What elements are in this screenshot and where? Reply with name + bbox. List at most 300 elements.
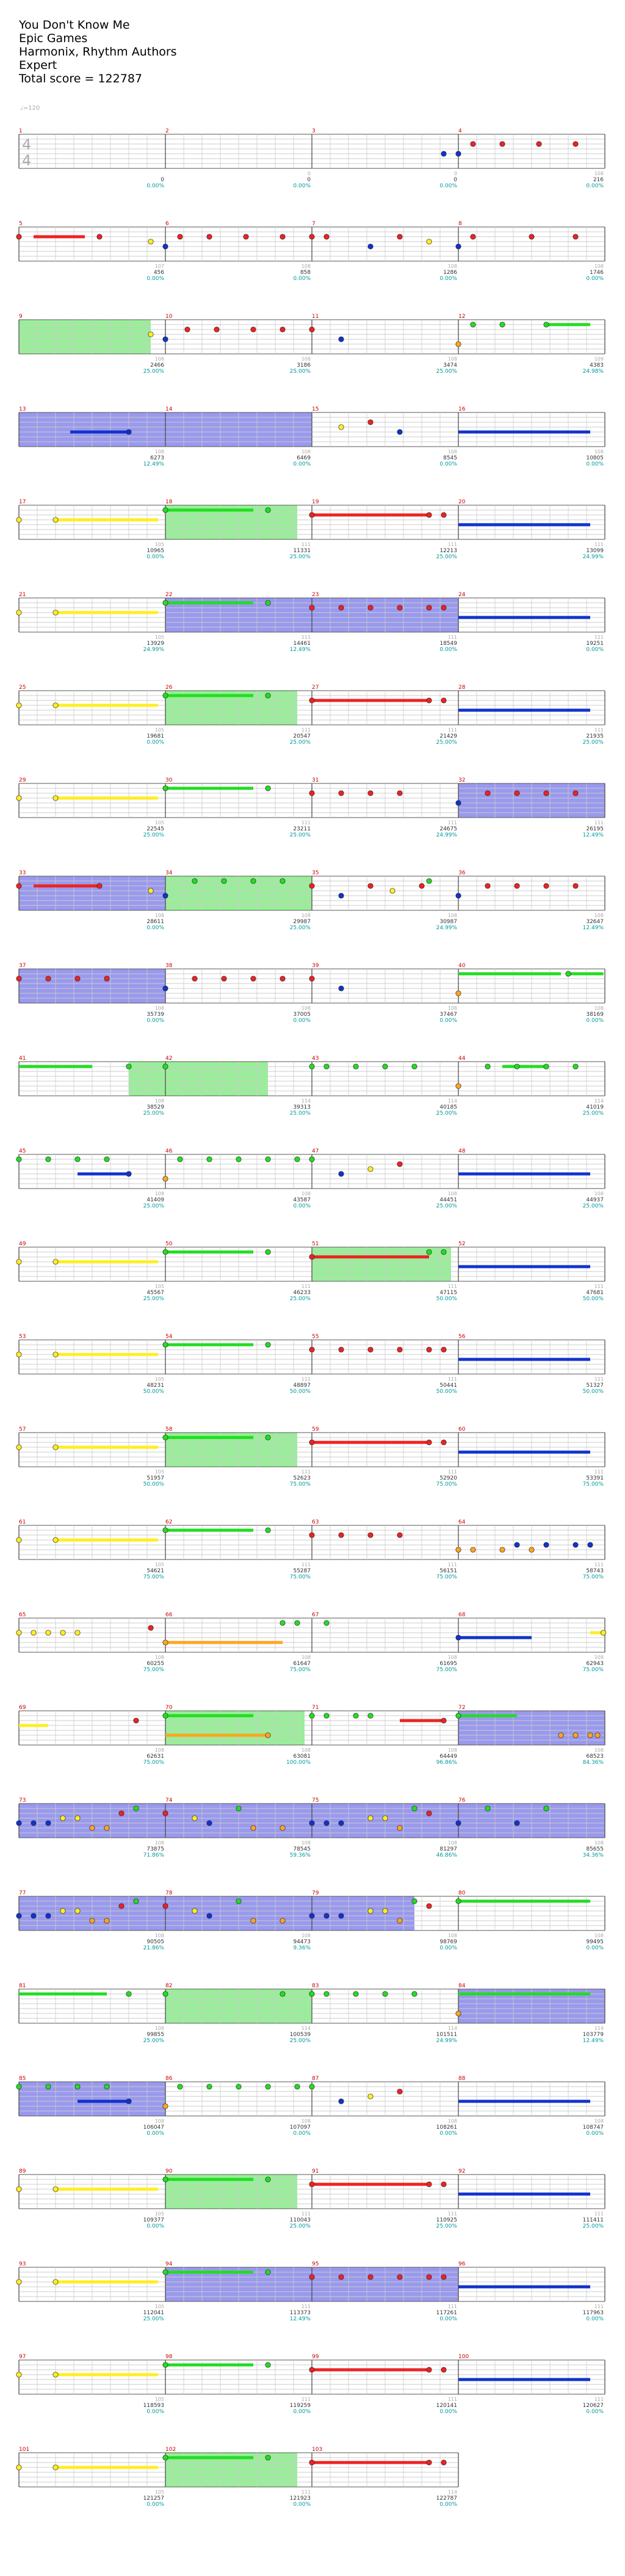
measure-subscore: 108	[301, 1655, 311, 1660]
measure-number: 102	[165, 2447, 176, 2453]
measure-number: 16	[458, 406, 466, 412]
measure-subscore: 105	[154, 1284, 164, 1289]
note-gem	[324, 234, 329, 239]
note-gem	[266, 2084, 270, 2089]
note-gem	[309, 327, 314, 332]
measure-number: 3	[312, 128, 316, 134]
measure-percent: 96.86%	[436, 1760, 457, 1766]
note-gem	[134, 1718, 139, 1723]
note-gem	[104, 2084, 109, 2089]
note-gem	[53, 517, 58, 522]
note-gem	[309, 791, 314, 796]
measure-subscore: 108	[154, 1655, 164, 1660]
measure-percent: 24.99%	[582, 554, 604, 560]
measure-percent: 25.00%	[143, 2316, 164, 2322]
measure-percent: 0.00%	[586, 1018, 604, 1024]
measure-subscore: 108	[154, 356, 164, 362]
measure-score: 37467	[439, 1012, 457, 1018]
note-gem	[456, 1713, 461, 1718]
note-gem	[441, 2367, 446, 2372]
measure-subscore: 105	[154, 542, 164, 547]
measure-percent: 25.00%	[143, 369, 164, 375]
measure-number: 36	[458, 870, 466, 876]
note-gem	[46, 976, 51, 981]
note-gem	[485, 791, 490, 796]
measure-number: 84	[458, 1983, 466, 1989]
measure-number: 100	[458, 2354, 469, 2360]
measure-subscore: 108	[301, 356, 311, 362]
note-gem	[339, 1821, 344, 1826]
chart-row-7	[16, 685, 605, 746]
note-gem	[339, 791, 344, 796]
measure-subscore: 108	[301, 2118, 311, 2124]
measure-number: 5	[19, 221, 23, 227]
measure-percent: 0.00%	[146, 554, 164, 560]
chart-row-12	[16, 1148, 605, 1209]
note-gem	[90, 1826, 95, 1830]
chart-row-10	[16, 963, 605, 1024]
measure-score: 60255	[146, 1661, 164, 1667]
measure-number: 19	[312, 499, 319, 505]
measure-score: 63081	[293, 1754, 311, 1760]
note-gem	[163, 1713, 168, 1718]
measure-number: 32	[458, 777, 466, 783]
measure-percent: 0.00%	[586, 2409, 604, 2415]
note-gem	[222, 976, 226, 981]
note-gem	[427, 2182, 432, 2187]
note-gem	[53, 796, 58, 801]
measure-number: 78	[165, 1890, 173, 1896]
measure-subscore: 108	[594, 1655, 604, 1660]
note-gem	[544, 791, 549, 796]
measure-number: 41	[19, 1056, 26, 1062]
note-gem	[60, 1909, 65, 1913]
measure-score: 64449	[439, 1754, 457, 1760]
measure-percent: 0.00%	[293, 2502, 311, 2508]
note-gem	[16, 1538, 21, 1542]
measure-number: 70	[165, 1705, 173, 1711]
note-gem	[163, 1342, 168, 1347]
note-gem	[456, 801, 461, 805]
measure-subscore: 108	[154, 2026, 164, 2031]
measure-subscore: 111	[301, 1284, 311, 1289]
note-gem	[573, 883, 578, 888]
measure-subscore: 108	[594, 1747, 604, 1753]
measure-number: 21	[19, 592, 26, 598]
measure-percent: 0.00%	[439, 2409, 457, 2415]
measure-subscore: 108	[301, 913, 311, 918]
measure-percent: 50.00%	[582, 1389, 604, 1395]
note-gem	[266, 786, 270, 791]
note-gem	[441, 2275, 446, 2279]
note-gem	[339, 1533, 344, 1538]
tempo-marker: ♩=120	[20, 105, 40, 112]
measure-subscore: 108	[154, 1191, 164, 1196]
note-gem	[529, 234, 534, 239]
measure-number: 10	[165, 314, 173, 320]
measure-number: 4	[458, 128, 462, 134]
measure-score: 108747	[582, 2124, 604, 2131]
note-gem	[126, 1064, 131, 1069]
note-gem	[544, 883, 549, 888]
measure-score: 41019	[586, 1104, 604, 1110]
note-gem	[178, 234, 182, 239]
note-gem	[46, 1630, 51, 1635]
note-gem	[16, 2187, 21, 2192]
measure-percent: 50.00%	[143, 1481, 164, 1488]
measure-subscore: 108	[154, 1840, 164, 1846]
measure-number: 76	[458, 1797, 466, 1804]
measure-subscore: 111	[301, 1376, 311, 1382]
note-gem	[309, 1254, 314, 1259]
note-gem	[163, 786, 168, 791]
measure-subscore: 108	[154, 1006, 164, 1011]
measure-subscore: 111	[447, 2397, 457, 2402]
note-gem	[368, 1909, 373, 1913]
measure-number: 42	[165, 1056, 173, 1062]
note-gem	[601, 1630, 605, 1635]
measure-percent: 25.00%	[289, 1110, 311, 1117]
measure-score: 119259	[289, 2403, 311, 2409]
note-gem	[427, 1347, 432, 1352]
measure-score: 54621	[146, 1568, 164, 1574]
note-gem	[280, 1918, 285, 1923]
note-gem	[266, 508, 270, 513]
chart-row-8	[16, 777, 605, 838]
measure-subscore: 108	[594, 1933, 604, 1938]
measure-score: 112041	[143, 2310, 164, 2316]
note-gem	[309, 1913, 314, 1918]
note-gem	[126, 1991, 131, 1996]
measure-number: 18	[165, 499, 173, 505]
note-gem	[236, 2084, 241, 2089]
measure-subscore: 108	[301, 1840, 311, 1846]
measure-subscore: 111	[301, 542, 311, 547]
measure-number: 23	[312, 592, 319, 598]
measure-subscore: 108	[154, 1747, 164, 1753]
note-gem	[500, 142, 505, 146]
note-gem	[309, 1157, 314, 1162]
note-gem	[119, 1811, 124, 1816]
measure-number: 12	[458, 314, 466, 320]
note-gem	[309, 1821, 314, 1826]
note-gem	[97, 883, 102, 888]
note-gem	[427, 1811, 432, 1816]
measure-percent: 75.00%	[436, 1481, 457, 1488]
measure-number: 64	[458, 1519, 466, 1525]
chart-row-3	[19, 314, 605, 375]
measure-number: 27	[312, 685, 319, 691]
measure-number: 1	[19, 128, 23, 134]
measure-score: 35739	[146, 1012, 164, 1018]
measure-score: 117963	[582, 2310, 604, 2316]
measure-number: 39	[312, 963, 319, 969]
measure-number: 77	[19, 1890, 26, 1896]
measure-number: 75	[312, 1797, 319, 1804]
measure-score: 98769	[439, 1939, 457, 1945]
note-gem	[31, 1630, 36, 1635]
measure-subscore: 105	[154, 1469, 164, 1475]
measure-number: 94	[165, 2261, 173, 2267]
measure-score: 13929	[146, 641, 164, 647]
note-gem	[280, 327, 285, 332]
measure-subscore: 111	[594, 2304, 604, 2309]
measure-number: 103	[312, 2447, 323, 2453]
chart-row-14	[16, 1334, 605, 1395]
note-gem	[441, 513, 446, 517]
measure-percent: 75.00%	[289, 1574, 311, 1580]
measure-number: 95	[312, 2261, 319, 2267]
note-gem	[251, 1826, 256, 1830]
note-gem	[397, 1347, 402, 1352]
note-gem	[178, 1157, 182, 1162]
measure-number: 63	[312, 1519, 319, 1525]
note-gem	[53, 2372, 58, 2377]
measure-subscore: 108	[447, 1191, 457, 1196]
note-gem	[148, 332, 153, 337]
note-gem	[368, 1713, 373, 1718]
measure-subscore: 108	[594, 913, 604, 918]
measure-score: 39313	[293, 1104, 311, 1110]
note-gem	[75, 1630, 80, 1635]
note-gem	[192, 976, 197, 981]
measure-percent: 25.00%	[143, 1110, 164, 1117]
measure-number: 79	[312, 1890, 319, 1896]
note-gem	[163, 1904, 168, 1909]
chart-row-25	[16, 2354, 605, 2415]
measure-score: 61647	[293, 1661, 311, 1667]
measure-subscore: 108	[154, 449, 164, 455]
measure-percent: 0.00%	[293, 1018, 311, 1024]
note-gem	[75, 1909, 80, 1913]
measure-percent: 0.00%	[439, 276, 457, 282]
note-gem	[104, 1826, 109, 1830]
measure-score: 29987	[293, 919, 311, 925]
note-gem	[515, 1821, 519, 1826]
note-gem	[16, 2084, 21, 2089]
note-gem	[163, 1250, 168, 1254]
note-gem	[412, 1806, 417, 1811]
measure-score: 62943	[586, 1661, 604, 1667]
measure-score: 99855	[146, 2032, 164, 2038]
measure-subscore: 108	[447, 1933, 457, 1938]
measure-number: 30	[165, 777, 173, 783]
note-gem	[515, 1542, 519, 1547]
measure-score: 90505	[146, 1939, 164, 1945]
measure-percent: 25.00%	[436, 369, 457, 375]
measure-score: 100539	[289, 2032, 311, 2038]
note-gem	[46, 1157, 51, 1162]
measure-percent: 25.00%	[289, 2223, 311, 2229]
measure-percent: 34.36%	[582, 1852, 604, 1858]
measure-percent: 25.00%	[289, 2038, 311, 2044]
measure-score: 122787	[436, 2495, 457, 2502]
measure-subscore: 111	[447, 727, 457, 733]
note-gem	[368, 1533, 373, 1538]
note-gem	[309, 1064, 314, 1069]
measure-score: 3186	[297, 362, 311, 369]
note-gem	[16, 2372, 21, 2377]
measure-score: 10965	[146, 548, 164, 554]
note-gem	[309, 2182, 314, 2187]
measure-score: 73875	[146, 1846, 164, 1852]
measure-score: 111411	[582, 2217, 604, 2223]
measure-percent: 25.00%	[436, 1110, 457, 1117]
note-gem	[456, 1635, 461, 1640]
note-gem	[441, 1440, 446, 1445]
measure-percent: 0.00%	[586, 2316, 604, 2322]
note-gem	[97, 234, 102, 239]
measure-number: 73	[19, 1797, 26, 1804]
note-gem	[192, 879, 197, 883]
measure-percent: 50.00%	[436, 1296, 457, 1302]
note-gem	[148, 888, 153, 893]
song-title: You Don't Know Me	[19, 18, 130, 32]
note-gem	[427, 1440, 432, 1445]
note-gem	[31, 1913, 36, 1918]
measure-subscore: 108	[594, 264, 604, 269]
measure-number: 17	[19, 499, 26, 505]
measure-score: 41409	[146, 1197, 164, 1203]
measure-number: 7	[312, 221, 316, 227]
measure-percent: 24.98%	[582, 369, 604, 375]
measure-percent: 25.00%	[289, 1296, 311, 1302]
measure-subscore: 111	[301, 2304, 311, 2309]
measure-number: 71	[312, 1705, 319, 1711]
note-gem	[53, 1352, 58, 1357]
measure-number: 6	[165, 221, 169, 227]
measure-score: 68523	[586, 1754, 604, 1760]
measure-subscore: 105	[154, 1376, 164, 1382]
measure-percent: 25.00%	[289, 369, 311, 375]
note-gem	[515, 1064, 519, 1069]
measure-subscore: 111	[447, 820, 457, 826]
measure-number: 96	[458, 2261, 466, 2267]
measure-subscore: 108	[154, 913, 164, 918]
measure-score: 109377	[143, 2217, 164, 2223]
measure-number: 15	[312, 406, 319, 412]
measure-percent: 24.99%	[436, 832, 457, 838]
measure-score: 108261	[436, 2124, 457, 2131]
measure-number: 54	[165, 1334, 173, 1340]
measure-score: 51327	[586, 1383, 604, 1389]
note-gem	[280, 1621, 285, 1625]
measure-percent: 46.86%	[436, 1852, 457, 1858]
measure-subscore: 111	[447, 542, 457, 547]
note-gem	[192, 1909, 197, 1913]
measure-number: 83	[312, 1983, 319, 1989]
note-gem	[53, 2187, 58, 2192]
note-gem	[295, 2084, 300, 2089]
measure-percent: 12.49%	[289, 2316, 311, 2322]
measure-percent: 75.00%	[289, 1667, 311, 1673]
note-gem	[53, 2279, 58, 2284]
measure-number: 2	[165, 128, 169, 134]
note-gem	[163, 1528, 168, 1533]
measure-percent: 0.00%	[293, 2409, 311, 2415]
measure-score: 44451	[439, 1197, 457, 1203]
note-gem	[309, 513, 314, 517]
measure-score: 61695	[439, 1661, 457, 1667]
measure-number: 58	[165, 1427, 173, 1433]
measure-subscore: 108	[594, 1191, 604, 1196]
note-gem	[353, 1064, 358, 1069]
note-gem	[266, 1250, 270, 1254]
measure-number: 25	[19, 685, 26, 691]
note-gem	[148, 239, 153, 244]
total-score: Total score = 122787	[19, 72, 142, 85]
measure-subscore: 108	[447, 1006, 457, 1011]
measure-subscore: 108	[301, 1006, 311, 1011]
note-gem	[397, 2275, 402, 2279]
measure-subscore: 105	[154, 2489, 164, 2495]
measure-score: 99495	[586, 1939, 604, 1945]
note-gem	[515, 791, 519, 796]
note-gem	[339, 2275, 344, 2279]
note-gem	[427, 2275, 432, 2279]
note-gem	[295, 1157, 300, 1162]
note-gem	[368, 883, 373, 888]
measure-percent: 0.00%	[146, 739, 164, 746]
measure-percent: 71.86%	[143, 1852, 164, 1858]
note-gem	[441, 698, 446, 703]
measure-subscore: 114	[447, 2026, 457, 2031]
measure-number: 11	[312, 314, 319, 320]
note-gem	[16, 976, 21, 981]
measure-subscore: 111	[301, 2489, 311, 2495]
measure-score: 0	[161, 177, 164, 183]
note-gem	[324, 1821, 329, 1826]
measure-subscore: 111	[594, 1376, 604, 1382]
measure-percent: 25.00%	[143, 1203, 164, 1209]
note-gem	[390, 888, 395, 893]
measure-score: 26195	[586, 826, 604, 832]
measure-score: 117261	[436, 2310, 457, 2316]
measure-score: 22545	[146, 826, 164, 832]
measure-score: 0	[307, 177, 311, 183]
measure-percent: 0.00%	[439, 461, 457, 467]
measure-percent: 12.49%	[289, 647, 311, 653]
measure-score: 6273	[150, 455, 164, 461]
note-gem	[588, 1733, 593, 1738]
measure-subscore: 108	[594, 171, 604, 176]
measure-score: 85655	[586, 1846, 604, 1852]
measure-number: 93	[19, 2261, 26, 2267]
note-gem	[471, 1547, 475, 1552]
measure-number: 24	[458, 592, 466, 598]
note-gem	[427, 2460, 432, 2465]
note-gem	[573, 1542, 578, 1547]
measure-score: 47115	[439, 1290, 457, 1296]
note-gem	[46, 1913, 51, 1918]
measure-subscore: 111	[594, 635, 604, 640]
measure-number: 99	[312, 2354, 319, 2360]
measure-score: 52920	[439, 1475, 457, 1481]
chart-row-22	[16, 2076, 605, 2137]
note-gem	[500, 322, 505, 327]
chart-row-9	[16, 870, 605, 931]
note-gem	[324, 1991, 329, 1996]
time-signature-top: 4	[22, 136, 32, 153]
note-gem	[46, 1821, 51, 1826]
measure-number: 20	[458, 499, 466, 505]
measure-percent: 25.00%	[289, 832, 311, 838]
note-gem	[456, 151, 461, 156]
measure-score: 0	[453, 177, 457, 183]
measure-score: 23211	[293, 826, 311, 832]
measure-percent: 50.00%	[582, 1296, 604, 1302]
measure-score: 110925	[436, 2217, 457, 2223]
